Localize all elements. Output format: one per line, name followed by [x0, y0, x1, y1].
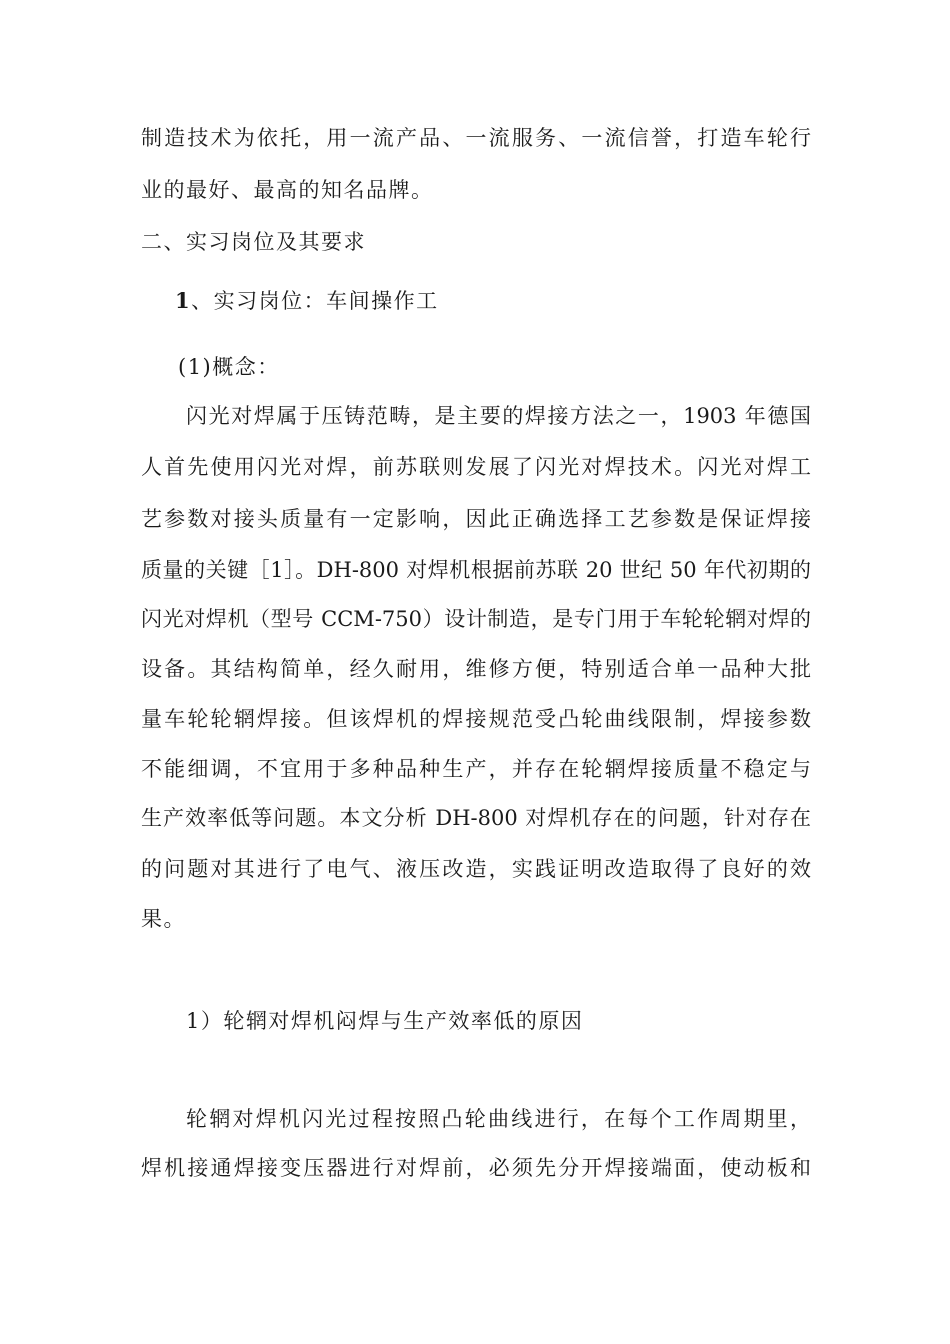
item-heading: (1)概念： — [178, 355, 280, 379]
paragraph-line: 业的最好、最高的知名品牌。 — [141, 178, 434, 202]
paragraph-line: 的问题对其进行了电气、液压改造，实践证明改造取得了良好的效 — [141, 857, 811, 881]
paragraph-line: 质量的关键［1］。DH-800 对焊机根据前苏联 20 世纪 50 年代初期的 — [141, 558, 811, 582]
paragraph-line: 轮辋对焊机闪光过程按照凸轮曲线进行，在每个工作周期里， — [186, 1107, 811, 1131]
paragraph-line: 不能细调，不宜用于多种品种生产，并存在轮辋焊接质量不稳定与 — [141, 757, 811, 781]
subsection-heading: 1、实习岗位：车间操作工 — [175, 288, 439, 313]
subsection-number: 1 — [175, 288, 192, 313]
paragraph-line: 果。 — [141, 907, 186, 931]
section-heading: 二、实习岗位及其要求 — [141, 230, 366, 254]
paragraph-line: 制造技术为依托，用一流产品、一流服务、一流信誉，打造车轮行 — [141, 126, 811, 150]
paragraph-line: 量车轮轮辋焊接。但该焊机的焊接规范受凸轮曲线限制，焊接参数 — [141, 707, 811, 731]
paragraph-line: 闪光对焊机（型号 CCM-750）设计制造，是专门用于车轮轮辋对焊的 — [141, 607, 811, 631]
subsection-heading: 1）轮辋对焊机闷焊与生产效率低的原因 — [186, 1009, 584, 1033]
paragraph-line: 人首先使用闪光对焊，前苏联则发展了闪光对焊技术。闪光对焊工 — [141, 455, 811, 479]
paragraph-line: 生产效率低等问题。本文分析 DH-800 对焊机存在的问题，针对存在 — [141, 806, 811, 830]
subsection-title: 实习岗位：车间操作工 — [213, 289, 439, 313]
paragraph-line: 设备。其结构简单，经久耐用，维修方便，特别适合单一品种大批 — [141, 657, 811, 681]
paragraph-line: 艺参数对接头质量有一定影响，因此正确选择工艺参数是保证焊接 — [141, 507, 811, 531]
paragraph-line: 闪光对焊属于压铸范畴，是主要的焊接方法之一，1903 年德国 — [186, 404, 811, 428]
paragraph-line: 焊机接通焊接变压器进行对焊前，必须先分开焊接端面，使动板和 — [141, 1156, 811, 1180]
